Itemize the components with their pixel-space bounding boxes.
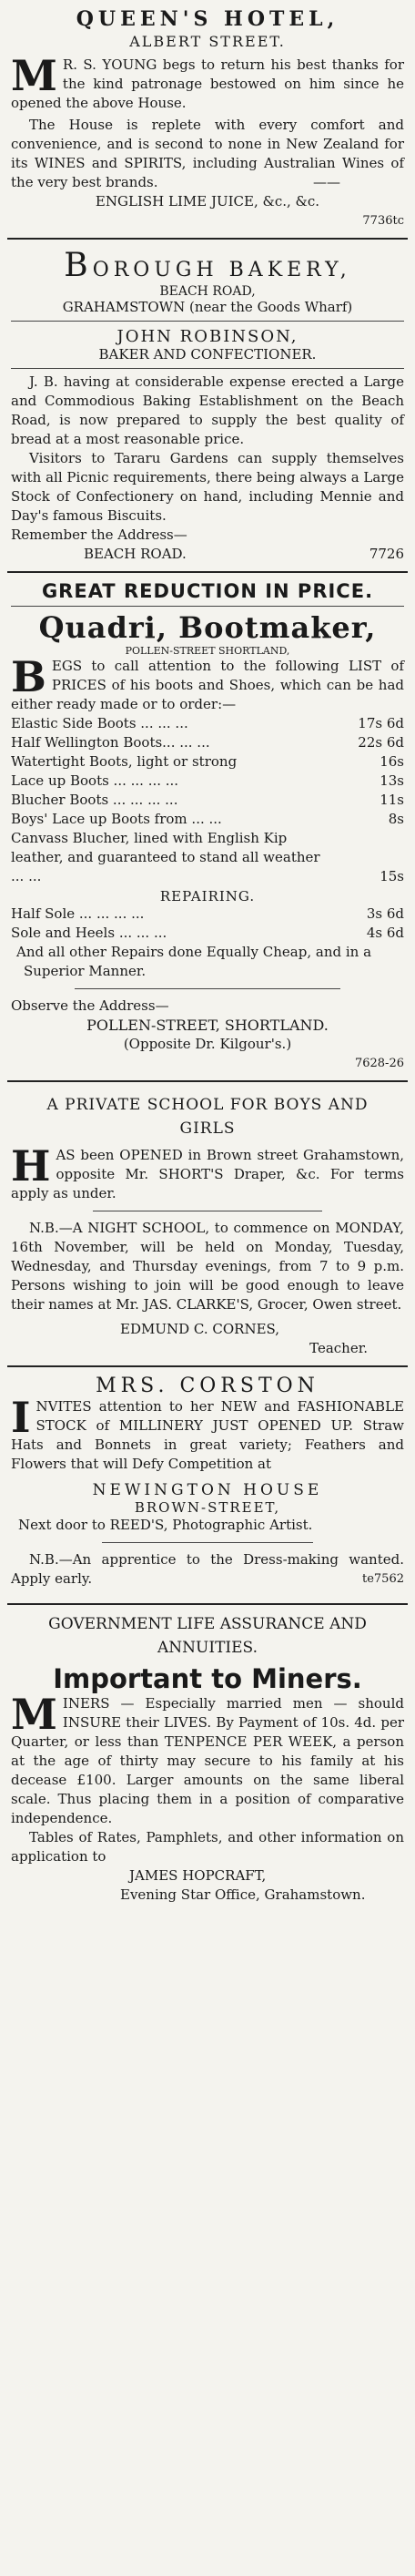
ad-address: BEACH ROAD. 7726 <box>84 546 404 562</box>
drop-cap: B <box>64 247 93 284</box>
ad-location: GRAHAMSTOWN (near the Goods Wharf) <box>62 299 353 315</box>
ad-reference: 7628-26 <box>354 1057 404 1070</box>
ad-signature-role: Evening Star Office, Grahamstown. <box>120 1886 366 1903</box>
price-row: Sole and Heels ... ... ... 4s 6d <box>11 925 404 941</box>
ad-body: BEGS to call attention to the following LIST of PRICES of his boots and Shoes, which can be had either ready made or to order:— <box>11 652 404 712</box>
divider <box>7 1365 408 1367</box>
ad-title: GOVERNMENT LIFE ASSURANCE AND ANNUITIES. <box>48 1615 367 1657</box>
ad-proprietor: JOHN ROBINSON, <box>116 327 299 346</box>
quadri-bootmaker-ad <box>7 578 408 1075</box>
price-row: Half Wellington Boots... ... ... 22s 6d <box>11 734 404 751</box>
ad-subtitle: BROWN-STREET, <box>134 1499 281 1516</box>
ad-signature: JAMES HOPCRAFT, <box>129 1867 267 1884</box>
ad-line: Observe the Address— <box>11 997 169 1014</box>
ad-headline: Important to Miners. <box>53 1663 362 1694</box>
divider <box>7 571 408 573</box>
ad-title: Quadri, Bootmaker, <box>38 610 377 645</box>
ad-body: M R. S. YOUNG begs to return his best thanks for the kind patronage bestowed on him since he opened the above House. <box>11 51 404 111</box>
drop-cap: M <box>11 51 57 100</box>
ad-headline: GREAT REDUCTION IN PRICE. <box>41 580 374 602</box>
ad-reference: te7562 <box>361 1572 404 1586</box>
ad-house: NEWINGTON HOUSE <box>92 1481 323 1499</box>
newspaper-column <box>7 0 408 1906</box>
ad-body: INVITES attention to her NEW and FASHIONABLE STOCK of MILLINERY JUST OPENED UP. Straw Hats and Bonnets in great variety; Feathers and Flowers that will Defy Competition at <box>11 1393 404 1472</box>
drop-cap: M <box>11 1690 57 1739</box>
private-school-ad <box>7 1088 408 1360</box>
ad-subheading: REPAIRING. <box>159 888 256 905</box>
ad-body: Visitors to Tararu Gardens can supply themselves with all Picnic requirements, there being always a Large Stock of Confectionery on hand, including Mennie and Day's famous Biscuits. <box>11 450 404 524</box>
ad-subtitle: ALBERT STREET. <box>129 33 286 50</box>
divider <box>102 1542 313 1543</box>
price-row: Boys' Lace up Boots from ... ... 8s <box>11 811 404 827</box>
ad-body: The House is replete with every comfort and convenience, and is second to none in New Zealand for its WINES and SPIRITS, including Australian Wines of the very best brands. <box>11 117 404 190</box>
price-row: Elastic Side Boots ... ... ... 17s 6d <box>11 715 404 731</box>
ad-body: Tables of Rates, Pamphlets, and other information on application to <box>11 1829 404 1865</box>
price-row: Half Sole ... ... ... ... 3s 6d <box>11 905 404 922</box>
ad-subtitle: BEACH ROAD, <box>159 284 256 299</box>
ad-reference: 7726 <box>369 546 404 562</box>
ad-line: Remember the Address— <box>11 526 187 543</box>
ad-title: QUEEN'S HOTEL, <box>76 7 339 31</box>
divider <box>7 1080 408 1082</box>
ad-line: (Opposite Dr. Kilgour's.) <box>123 1036 292 1052</box>
price-list <box>11 714 404 886</box>
drop-cap: B <box>11 652 46 701</box>
drop-cap: I <box>11 1393 31 1442</box>
divider <box>7 238 408 240</box>
divider <box>75 988 340 989</box>
divider <box>11 321 404 322</box>
ad-title: BOROUGH BAKERY, <box>64 247 351 284</box>
ad-body: N.B.—A NIGHT SCHOOL, to commence on MONDAY, 16th November, will be held on Monday, Tuesday, Wednesday, and Thursday evenings, from 7 to 9 p.m. Persons wishing to join will be good enough to leave their names at Mr. JAS. CLARKE'S, Grocer, Owen street. <box>11 1220 404 1313</box>
ad-signature: EDMUND C. CORNES, <box>120 1321 280 1337</box>
drop-cap: H <box>11 1141 51 1191</box>
price-row: Blucher Boots ... ... ... ... 11s <box>11 792 404 808</box>
ad-trade: BAKER AND CONFECTIONER. <box>98 346 317 363</box>
repair-list <box>11 905 404 943</box>
government-life-assurance-ad <box>7 1610 408 1906</box>
separator: —— <box>313 174 340 190</box>
ad-reference: 7736tc <box>362 214 404 228</box>
ad-body: MINERS — Especially married men — should INSURE their LIVES. By Payment of 10s. 4d. per Quarter, or less than TENPENCE PER WEEK, a person at the age of thirty may secure to his family at his decease £100. Larger amounts on the same liberal scale. Thus placing them in a position of comparative independence. <box>11 1690 404 1826</box>
queens-hotel-ad <box>7 4 408 232</box>
divider <box>7 1603 408 1605</box>
ad-title: MRS. CORSTON <box>96 1375 319 1397</box>
ad-line: ENGLISH LIME JUICE, &c., &c. <box>95 193 320 210</box>
ad-body: N.B.—An apprentice to the Dress-making wanted. Apply early. <box>11 1551 404 1587</box>
corston-millinery-ad <box>7 1373 408 1590</box>
borough-bakery-ad <box>7 245 408 566</box>
price-row: Lace up Boots ... ... ... ... 13s <box>11 772 404 789</box>
ad-body: And all other Repairs done Equally Cheap, and in a Superior Manner. <box>16 944 372 979</box>
ad-address: POLLEN-STREET, SHORTLAND. <box>86 1017 329 1034</box>
price-row: Watertight Boots, light or strong 16s <box>11 753 404 770</box>
ad-location: POLLEN-STREET SHORTLAND, <box>125 645 290 657</box>
ad-body: HAS been OPENED in Brown street Grahamstown, opposite Mr. SHORT'S Draper, &c. For terms apply as under. <box>11 1141 404 1201</box>
ad-signature-role: Teacher. <box>309 1340 368 1356</box>
ad-title: A PRIVATE SCHOOL FOR BOYS AND GIRLS <box>46 1096 369 1138</box>
divider <box>11 368 404 369</box>
price-row: Canvass Blucher, lined with English Kip leather, and guaranteed to stand all weather ... ... 15s <box>11 830 404 884</box>
ad-line: Next door to REED'S, Photographic Artist. <box>18 1517 313 1533</box>
ad-body: J. B. having at considerable expense erected a Large and Commodious Baking Establishment on the Beach Road, is now prepared to supply the best quality of bread at a most reasonable price. <box>11 373 404 447</box>
divider <box>11 606 404 607</box>
